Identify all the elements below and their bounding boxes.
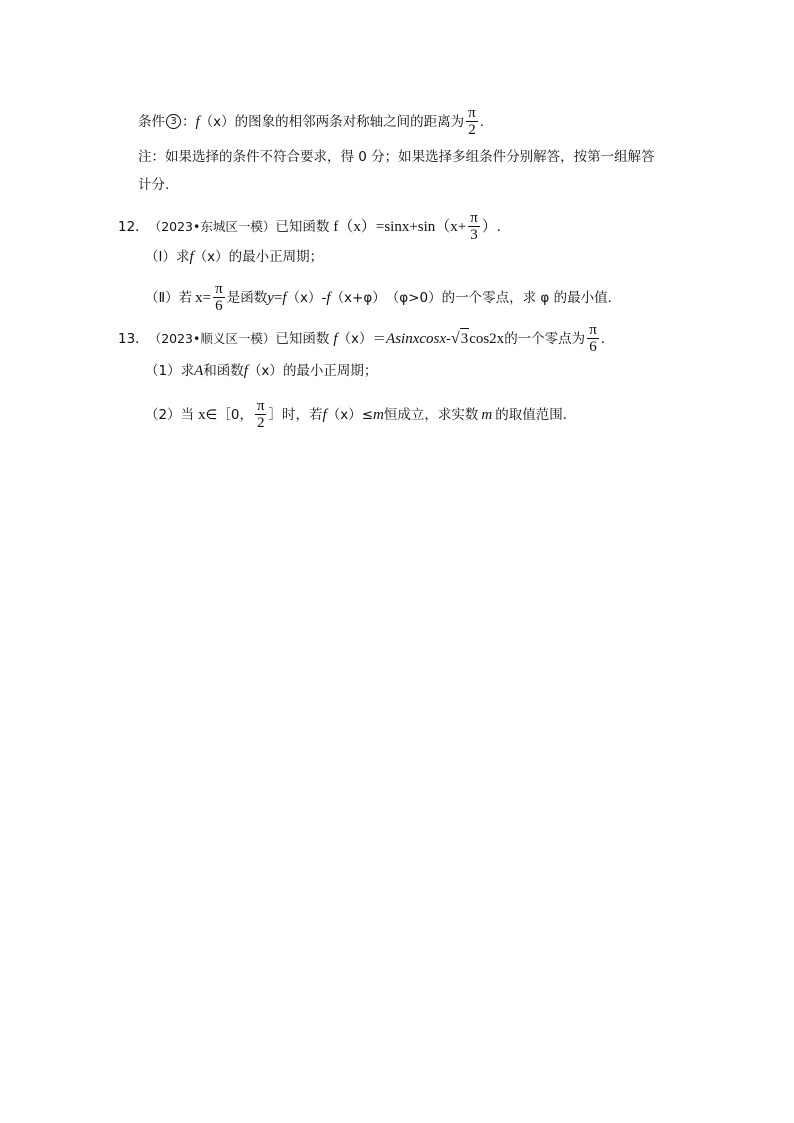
function-expression: f（x）=sinx+sin（x+ [333,218,467,235]
part-label: （2）当 [145,406,195,423]
part-text: 的取值范围. [495,406,567,423]
fraction-numerator: π [256,398,265,414]
fraction-pi-over-6 [587,322,599,355]
fraction-pi-over-3 [468,210,480,243]
equals: ＝ [372,330,387,347]
question-source: （2023•顺义区一模） [148,330,276,346]
period: . [600,330,606,347]
part-text: 是函数 [226,289,268,306]
fraction-pi-over-2 [255,398,267,431]
interval-open: ∈［0， [205,406,253,423]
note-line-2: 计分. [138,177,170,193]
function-arg: （x+φ） [330,289,386,306]
question-number: 12． [118,218,149,235]
less-equal: ≤ [361,406,374,423]
question-text: 的一个零点为 [504,330,586,347]
question-text: 已知函数 [275,218,330,235]
question-12-part-2 [145,281,612,314]
condition-colon: ： [182,113,196,130]
radicand: 3 [460,328,470,349]
function-arg: （x） [247,363,283,379]
part-text: 恒成立，求实数 [383,406,479,423]
function-f: f [322,406,327,423]
function-f: f [326,289,331,306]
square-root-3 [451,328,469,349]
question-source: （2023•东城区一模） [148,218,276,234]
period: . [479,113,485,130]
function-f: f [243,363,248,379]
minus: - [321,289,327,306]
minus: - [446,330,451,347]
condition-label: 条件 [138,113,165,130]
part-text: 的最小正周期； [282,363,378,379]
fraction-numerator: π [589,322,597,338]
function-arg: （x） [193,249,229,265]
interval-close: ］时，若 [268,406,323,423]
expression-term-2: cos2x [469,330,505,347]
condition-3-line [138,105,484,138]
function-arg: （x） [326,406,362,423]
condition-phi: （φ>0） [385,289,442,306]
question-13-part-1 [145,361,377,381]
function-f: f [282,289,287,306]
variable-m: m [373,406,384,423]
question-13-stem [118,322,605,355]
part-text: 的最小正周期； [228,249,324,265]
note-line-1: 注：如果选择的条件不符合要求，得 0 分；如果选择多组条件分别解答，按第一组解答 [138,149,655,165]
question-text: 已知函数 [275,330,330,347]
fraction-denominator: 6 [589,339,597,355]
fraction-pi-over-6 [213,281,225,314]
function-f: f [189,249,194,265]
radical-sign: √ [450,330,460,347]
fraction-denominator: 2 [468,122,476,138]
fraction-numerator: π [470,210,478,226]
variable-A: A [194,363,204,379]
part-label: （1）求 [145,363,195,379]
expression-term-1: Asinxcosx [386,330,447,347]
part-text: 的一个零点，求 φ 的最小值. [441,289,612,306]
part-label: （Ⅱ）若 [145,289,193,306]
x-equals: x= [195,289,212,306]
circled-number-3: 3 [166,114,181,129]
function-f: f [195,113,200,130]
fraction-denominator: 3 [470,227,478,243]
question-12-stem [118,210,501,243]
variable-m: m [481,406,493,423]
part-label: （Ⅰ）求 [145,249,190,265]
fraction-denominator: 6 [215,298,223,314]
fraction-numerator: π [215,281,223,297]
variable-x: x [198,406,206,423]
condition-text: 的图象的相邻两条对称轴之间的距离为 [234,113,465,130]
variable-y: y [267,289,274,306]
function-arg: （x） [286,289,322,306]
question-13-part-2 [145,398,567,431]
fraction-pi-over-2 [466,105,478,138]
fraction-numerator: π [468,105,476,121]
question-number: 13． [118,330,149,347]
question-12-part-1 [145,247,323,267]
function-arg: （x） [199,113,235,130]
part-text: 和函数 [203,363,244,379]
fraction-denominator: 2 [256,415,265,431]
function-f: f [333,330,338,347]
equals: = [273,289,283,306]
function-arg: （x） [337,330,373,347]
expression-end: ）. [481,218,501,235]
